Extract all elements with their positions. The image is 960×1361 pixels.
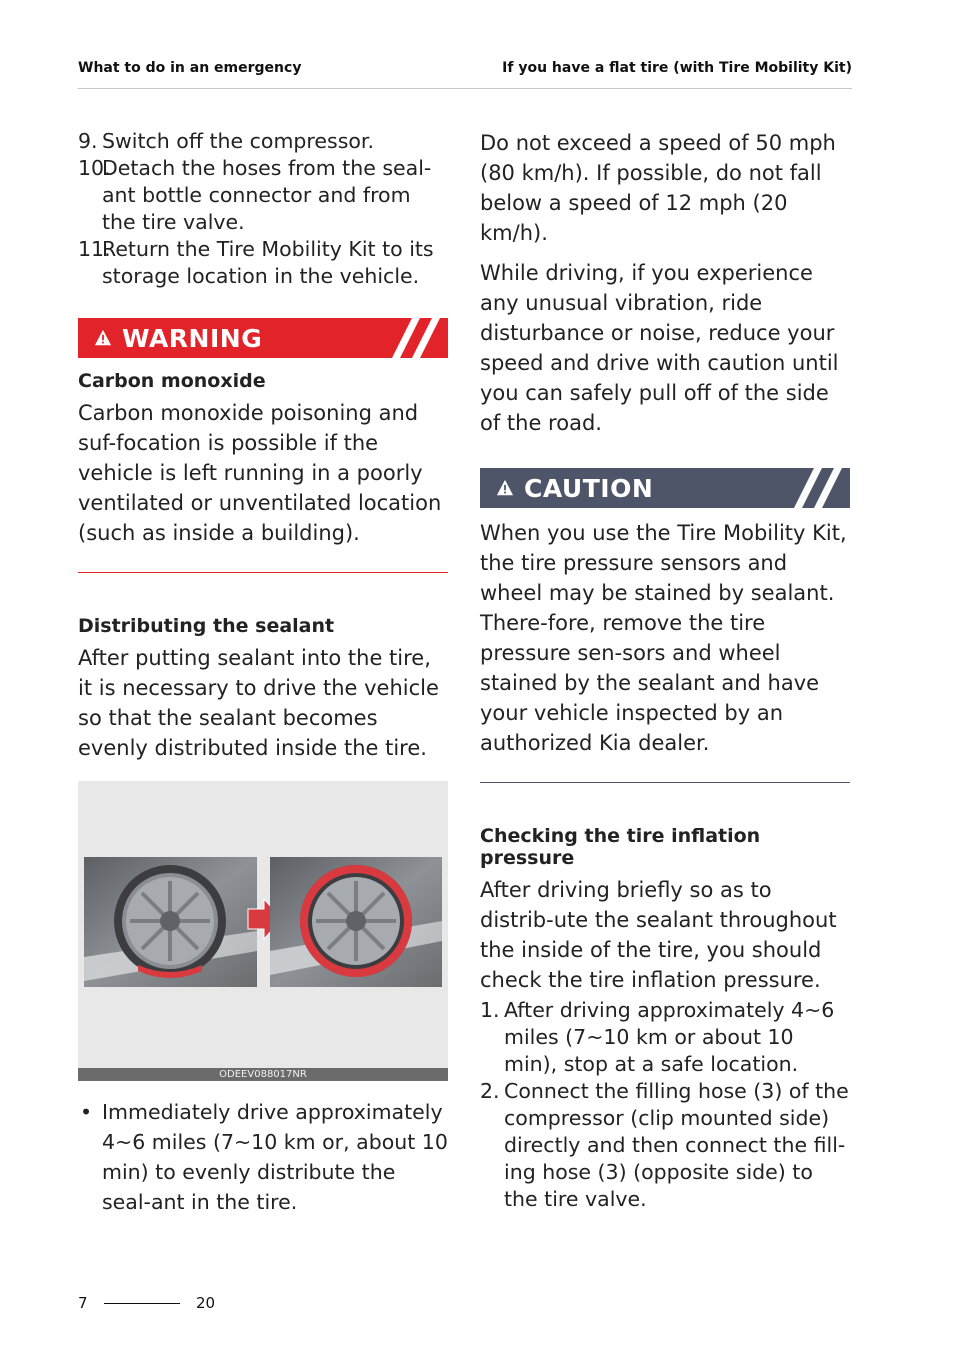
page-number: 20 <box>196 1294 216 1312</box>
bullet-dot: • <box>80 1100 93 1124</box>
header-section-title: What to do in an emergency <box>78 60 302 76</box>
section-heading-checking: Checking the tire inflation pressure <box>480 825 761 869</box>
list-item <box>78 128 448 155</box>
warning-title: Carbon monoxide <box>78 370 266 392</box>
list-item <box>78 1097 448 1217</box>
step-number: 2. <box>480 1079 500 1103</box>
step-number: 1. <box>480 998 500 1022</box>
sealant-distribution-figure <box>78 781 448 1081</box>
warning-end-rule <box>78 572 448 573</box>
step-number: 10. <box>78 156 111 180</box>
step-text: Detach the hoses from the seal-ant bottle connector and from the tire valve. <box>102 156 432 234</box>
right-column <box>480 128 850 1213</box>
caution-label: CAUTION <box>524 473 654 503</box>
caution-body: When you use the Tire Mobility Kit, the tire pressure sensors and wheel may be stained by sealant. There-fore, remove the tire pressure sen-sors and wheel stained by the sealant and have your vehicle inspected by an authorized Kia dealer. <box>480 521 847 755</box>
distributing-body: After putting sealant into the tire, it is necessary to drive the vehicle so that the sealant becomes evenly distributed inside the tire. <box>78 646 439 760</box>
warning-triangle-icon <box>94 329 112 347</box>
list-item <box>78 155 448 236</box>
step-text: Return the Tire Mobility Kit to its storage location in the vehicle. <box>102 237 434 288</box>
warning-banner <box>78 318 448 358</box>
banner-slash-decoration <box>780 468 850 508</box>
checking-steps-list <box>480 997 850 1213</box>
chapter-number: 7 <box>78 1294 88 1312</box>
footer-divider <box>104 1303 180 1304</box>
caution-end-rule <box>480 782 850 783</box>
speed-paragraph: Do not exceed a speed of 50 mph (80 km/h). If possible, do not fall below a speed of 12 mph (20 km/h). <box>480 131 836 245</box>
list-item <box>480 1078 850 1213</box>
checking-body: After driving briefly so as to distrib-ute the sealant throughout the inside of the tire, you should check the tire inflation pressure. <box>480 878 837 992</box>
left-column <box>78 128 448 1217</box>
section-heading-distributing: Distributing the sealant <box>78 615 335 637</box>
list-item <box>78 236 448 290</box>
warning-body: Carbon monoxide poisoning and suf-focation is possible if the vehicle is left running in a poorly ventilated or unventilated location (such as inside a building). <box>78 401 442 545</box>
header-topic-title: If you have a flat tire (with Tire Mobility Kit) <box>502 60 852 76</box>
banner-slash-decoration <box>378 318 448 358</box>
steps-list-continued <box>78 128 448 290</box>
step-number: 11. <box>78 237 111 261</box>
step-text: Connect the filling hose (3) of the compressor (clip mounted side) directly and then connect the fill-ing hose (3) (opposite side) to the tire valve. <box>504 1079 849 1211</box>
vibration-paragraph: While driving, if you experience any unusual vibration, ride disturbance or noise, reduce your speed and drive with caution until you can safely pull off of the side of the road. <box>480 261 839 435</box>
step-text: Switch off the compressor. <box>102 129 374 153</box>
caution-banner <box>480 468 850 508</box>
header-divider <box>78 88 852 89</box>
list-item <box>480 997 850 1078</box>
step-number: 9. <box>78 129 98 153</box>
bullet-text: Immediately drive approximately 4~6 miles (7~10 km or, about 10 min) to evenly distribute the seal-ant in the tire. <box>102 1100 448 1214</box>
step-text: After driving approximately 4~6 miles (7~10 km or about 10 min), stop at a safe location. <box>504 998 835 1076</box>
warning-label: WARNING <box>122 323 263 353</box>
caution-triangle-icon <box>496 479 514 497</box>
tire-illustration <box>78 781 448 1068</box>
figure-caption: ODEEV088017NR <box>78 1068 448 1081</box>
